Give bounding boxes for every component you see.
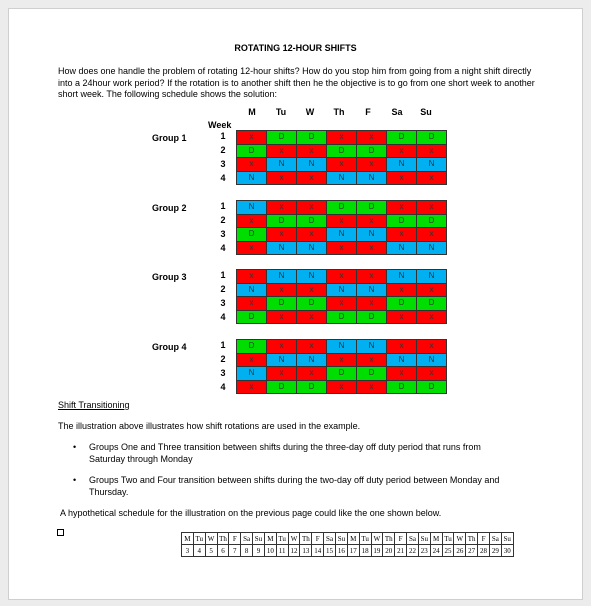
- shift-grid: [236, 269, 447, 324]
- week-number: 1: [220, 131, 226, 141]
- calendar-date: 17: [347, 545, 359, 557]
- calendar-date: 8: [241, 545, 253, 557]
- shift-cell: x: [297, 283, 327, 297]
- shift-cell: D: [297, 214, 327, 228]
- calendar-day: Tu: [193, 533, 205, 545]
- shift-cell: D: [267, 380, 297, 394]
- shift-cell: N: [297, 241, 327, 255]
- calendar-date: 25: [442, 545, 454, 557]
- week-number: 4: [220, 173, 226, 183]
- day-header: M: [248, 107, 256, 117]
- shift-cell: x: [297, 144, 327, 158]
- shift-cell: N: [357, 340, 387, 354]
- calendar-day: Sa: [241, 533, 253, 545]
- shift-cell: N: [417, 158, 447, 172]
- calendar-day: Th: [466, 533, 478, 545]
- week-number: 4: [220, 382, 226, 392]
- shift-cell: x: [237, 214, 267, 228]
- calendar-date: 3: [182, 545, 194, 557]
- calendar-date: 19: [371, 545, 383, 557]
- week-number: 3: [220, 229, 226, 239]
- shift-cell: x: [267, 367, 297, 381]
- shift-cell: x: [387, 367, 417, 381]
- shift-cell: x: [237, 353, 267, 367]
- shift-cell: x: [297, 340, 327, 354]
- section-title: Shift Transitioning: [58, 400, 130, 410]
- group-label: Group 4: [152, 342, 187, 352]
- shift-row: [237, 171, 447, 185]
- shift-cell: N: [297, 270, 327, 284]
- calendar-day: Su: [418, 533, 430, 545]
- shift-cell: x: [237, 158, 267, 172]
- shift-cell: x: [417, 367, 447, 381]
- shift-row: [237, 353, 447, 367]
- week-number: 2: [220, 354, 226, 364]
- calendar-day: M: [182, 533, 194, 545]
- bullet-text: Groups Two and Four transition between shifts during the two-day off duty period between Monday and Thursday.: [89, 475, 500, 497]
- shift-cell: x: [357, 297, 387, 311]
- calendar-table: [181, 532, 514, 557]
- shift-cell: N: [387, 270, 417, 284]
- calendar-day: Th: [217, 533, 229, 545]
- bullet-icon: •: [73, 442, 77, 452]
- shift-cell: x: [417, 144, 447, 158]
- calendar-days-row: [182, 533, 514, 545]
- shift-cell: D: [237, 340, 267, 354]
- shift-cell: N: [357, 171, 387, 185]
- calendar-date: 21: [395, 545, 407, 557]
- shift-cell: x: [417, 310, 447, 324]
- shift-cell: x: [357, 270, 387, 284]
- week-number: 1: [220, 340, 226, 350]
- calendar-date: 20: [383, 545, 395, 557]
- week-number: 4: [220, 312, 226, 322]
- shift-cell: x: [357, 353, 387, 367]
- calendar-date: 7: [229, 545, 241, 557]
- shift-cell: x: [327, 241, 357, 255]
- shift-cell: x: [327, 270, 357, 284]
- shift-cell: D: [417, 380, 447, 394]
- day-header: Th: [333, 107, 345, 117]
- calendar-day: Th: [300, 533, 312, 545]
- calendar-date: 9: [253, 545, 265, 557]
- shift-cell: N: [237, 201, 267, 215]
- shift-cell: x: [357, 214, 387, 228]
- day-header: W: [305, 107, 315, 117]
- calendar-date: 16: [335, 545, 347, 557]
- shift-cell: x: [327, 353, 357, 367]
- shift-cell: x: [267, 144, 297, 158]
- week-number: 1: [220, 201, 226, 211]
- shift-cell: D: [267, 214, 297, 228]
- shift-cell: x: [357, 380, 387, 394]
- calendar-day: Tu: [442, 533, 454, 545]
- shift-cell: N: [267, 270, 297, 284]
- shift-cell: D: [387, 131, 417, 145]
- calendar-day: Su: [501, 533, 513, 545]
- shift-cell: x: [327, 131, 357, 145]
- week-number: 3: [220, 368, 226, 378]
- shift-cell: x: [387, 144, 417, 158]
- shift-grid: [236, 130, 447, 185]
- shift-cell: x: [387, 283, 417, 297]
- calendar-day: M: [264, 533, 276, 545]
- shift-cell: N: [327, 171, 357, 185]
- shift-cell: D: [237, 228, 267, 242]
- calendar-date: 28: [478, 545, 490, 557]
- shift-cell: N: [297, 353, 327, 367]
- calendar-date: 10: [264, 545, 276, 557]
- shift-cell: N: [327, 228, 357, 242]
- calendar-day: Su: [253, 533, 265, 545]
- shift-cell: D: [417, 131, 447, 145]
- shift-cell: x: [417, 201, 447, 215]
- shift-cell: D: [417, 297, 447, 311]
- shift-cell: x: [357, 158, 387, 172]
- calendar-day: Sa: [324, 533, 336, 545]
- shift-cell: D: [417, 214, 447, 228]
- calendar-day: W: [205, 533, 217, 545]
- shift-cell: x: [267, 228, 297, 242]
- calendar-date: 24: [430, 545, 442, 557]
- shift-cell: x: [327, 214, 357, 228]
- shift-row: [237, 367, 447, 381]
- group-label: Group 3: [152, 272, 187, 282]
- shift-cell: x: [297, 171, 327, 185]
- shift-row: [237, 131, 447, 145]
- shift-row: [237, 297, 447, 311]
- week-number: 2: [220, 215, 226, 225]
- calendar-day: Sa: [489, 533, 501, 545]
- shift-cell: D: [297, 131, 327, 145]
- day-header: F: [365, 107, 371, 117]
- shift-cell: D: [237, 144, 267, 158]
- calendar-date: 18: [359, 545, 371, 557]
- calendar-date: 11: [276, 545, 288, 557]
- shift-cell: x: [387, 228, 417, 242]
- shift-cell: x: [417, 228, 447, 242]
- shift-cell: N: [237, 283, 267, 297]
- calendar-date: 13: [300, 545, 312, 557]
- bullet-text: Groups One and Three transition between shifts during the three-day off duty period that runs from Saturday through Monday: [89, 442, 481, 464]
- shift-cell: x: [387, 310, 417, 324]
- shift-cell: N: [267, 241, 297, 255]
- calendar-date: 30: [501, 545, 513, 557]
- week-number: 3: [220, 159, 226, 169]
- shift-cell: x: [417, 283, 447, 297]
- shift-cell: D: [327, 310, 357, 324]
- shift-cell: D: [387, 380, 417, 394]
- calendar-day: W: [288, 533, 300, 545]
- shift-row: [237, 228, 447, 242]
- calendar-day: W: [371, 533, 383, 545]
- shift-cell: N: [327, 340, 357, 354]
- shift-cell: N: [387, 353, 417, 367]
- group-label: Group 1: [152, 133, 187, 143]
- shift-cell: N: [267, 158, 297, 172]
- bullet-icon: •: [73, 475, 77, 485]
- shift-row: [237, 241, 447, 255]
- shift-row: [237, 380, 447, 394]
- calendar-date: 27: [466, 545, 478, 557]
- shift-cell: x: [387, 340, 417, 354]
- shift-cell: x: [387, 201, 417, 215]
- week-number: 2: [220, 145, 226, 155]
- week-number: 2: [220, 284, 226, 294]
- shift-cell: N: [237, 171, 267, 185]
- shift-cell: N: [357, 283, 387, 297]
- calendar-day: Th: [383, 533, 395, 545]
- shift-grid: [236, 339, 447, 394]
- shift-cell: x: [357, 131, 387, 145]
- calendar-date: 22: [407, 545, 419, 557]
- shift-cell: N: [417, 241, 447, 255]
- shift-cell: x: [237, 380, 267, 394]
- shift-cell: N: [267, 353, 297, 367]
- calendar-day: Tu: [276, 533, 288, 545]
- day-header: Tu: [275, 107, 287, 117]
- shift-row: [237, 158, 447, 172]
- shift-cell: D: [357, 201, 387, 215]
- shift-cell: x: [297, 367, 327, 381]
- shift-cell: x: [297, 310, 327, 324]
- shift-cell: D: [237, 310, 267, 324]
- shift-cell: x: [237, 270, 267, 284]
- calendar-date: 5: [205, 545, 217, 557]
- shift-cell: D: [327, 201, 357, 215]
- shift-cell: N: [357, 228, 387, 242]
- shift-cell: N: [327, 283, 357, 297]
- calendar-date: 14: [312, 545, 324, 557]
- shift-cell: N: [387, 241, 417, 255]
- shift-row: [237, 201, 447, 215]
- calendar-day: Tu: [359, 533, 371, 545]
- calendar-day: F: [395, 533, 407, 545]
- shift-cell: x: [327, 380, 357, 394]
- shift-cell: N: [237, 367, 267, 381]
- shift-cell: x: [267, 310, 297, 324]
- week-number: 1: [220, 270, 226, 280]
- section-paragraph: The illustration above illustrates how shift rotations are used in the example.: [58, 421, 361, 431]
- shift-cell: D: [297, 380, 327, 394]
- shift-cell: D: [297, 297, 327, 311]
- shift-cell: D: [327, 144, 357, 158]
- shift-row: [237, 270, 447, 284]
- shift-cell: x: [327, 297, 357, 311]
- calendar-date: 6: [217, 545, 229, 557]
- shift-cell: x: [357, 241, 387, 255]
- calendar-day: Su: [335, 533, 347, 545]
- week-number: 3: [220, 298, 226, 308]
- shift-row: [237, 310, 447, 324]
- calendar-date: 4: [193, 545, 205, 557]
- calendar-day: W: [454, 533, 466, 545]
- calendar-date: 12: [288, 545, 300, 557]
- calendar-date: 26: [454, 545, 466, 557]
- checkbox-icon: [57, 529, 64, 536]
- calendar-day: F: [312, 533, 324, 545]
- page-title: ROTATING 12-HOUR SHIFTS: [234, 43, 357, 53]
- calendar-date: 29: [489, 545, 501, 557]
- week-header: Week: [208, 120, 232, 130]
- shift-cell: x: [267, 201, 297, 215]
- shift-cell: D: [327, 367, 357, 381]
- shift-row: [237, 214, 447, 228]
- shift-cell: D: [387, 214, 417, 228]
- shift-cell: x: [267, 340, 297, 354]
- shift-cell: D: [267, 297, 297, 311]
- shift-cell: D: [357, 144, 387, 158]
- shift-cell: D: [357, 310, 387, 324]
- shift-cell: x: [237, 297, 267, 311]
- shift-cell: N: [417, 270, 447, 284]
- day-header: Su: [420, 107, 432, 117]
- calendar-day: F: [478, 533, 490, 545]
- shift-cell: x: [387, 171, 417, 185]
- calendar-date: 23: [418, 545, 430, 557]
- shift-row: [237, 340, 447, 354]
- shift-cell: x: [237, 241, 267, 255]
- shift-cell: N: [417, 353, 447, 367]
- shift-cell: D: [267, 131, 297, 145]
- calendar-day: M: [347, 533, 359, 545]
- shift-cell: D: [357, 367, 387, 381]
- intro-paragraph: How does one handle the problem of rotating 12-hour shifts? How do you stop him from going from a night shift directly into a 24hour work period? If the rotation is to another shift then he the objective is to go from one short week to another short week. The following schedule shows the solution:: [58, 66, 535, 99]
- calendar-dates-row: [182, 545, 514, 557]
- shift-cell: x: [267, 283, 297, 297]
- calendar-day: F: [229, 533, 241, 545]
- shift-cell: x: [297, 228, 327, 242]
- shift-cell: x: [417, 340, 447, 354]
- calendar-day: M: [430, 533, 442, 545]
- hypothetical-text: A hypothetical schedule for the illustration on the previous page could like the one shown below.: [60, 508, 442, 518]
- shift-cell: x: [237, 131, 267, 145]
- shift-cell: x: [267, 171, 297, 185]
- shift-cell: x: [297, 201, 327, 215]
- shift-cell: D: [387, 297, 417, 311]
- day-header: Sa: [391, 107, 403, 117]
- group-label: Group 2: [152, 203, 187, 213]
- shift-cell: N: [297, 158, 327, 172]
- shift-grid: [236, 200, 447, 255]
- calendar-day: Sa: [407, 533, 419, 545]
- shift-cell: x: [327, 158, 357, 172]
- shift-cell: N: [387, 158, 417, 172]
- shift-row: [237, 144, 447, 158]
- week-number: 4: [220, 243, 226, 253]
- shift-cell: x: [417, 171, 447, 185]
- shift-row: [237, 283, 447, 297]
- calendar-date: 15: [324, 545, 336, 557]
